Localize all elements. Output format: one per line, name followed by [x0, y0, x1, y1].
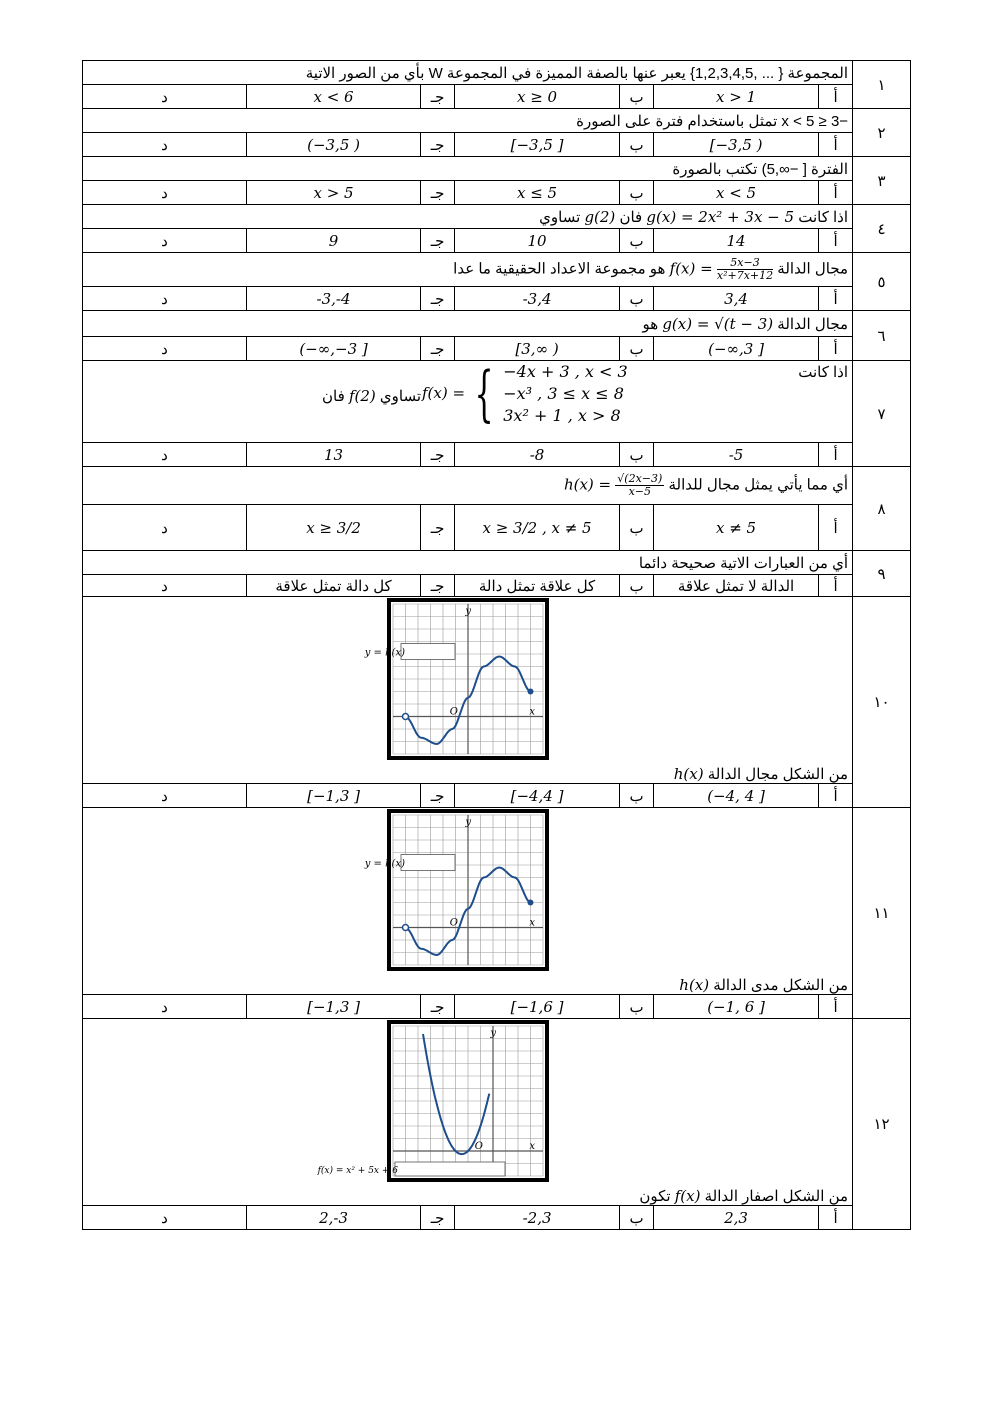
question-text — [83, 597, 853, 784]
question-statement — [87, 315, 848, 333]
fraction-numerator: 5x−3 — [717, 257, 773, 270]
question-number: ١٠ — [853, 597, 911, 808]
closed-endpoint — [527, 900, 533, 906]
option-letter-b: ب — [620, 505, 654, 551]
graph-container — [87, 808, 848, 976]
option-c[interactable] — [247, 1206, 421, 1230]
option-letter-a: أ — [819, 337, 853, 361]
formula-text: g(x) = 2x² + 3x − 5 — [646, 207, 795, 226]
question-statement: الفترة [ −∞,5) تكتب بالصورة — [672, 160, 849, 178]
question-row — [83, 253, 911, 287]
graph-figure — [364, 808, 550, 972]
options-row — [83, 229, 911, 253]
option-c[interactable] — [247, 85, 421, 109]
formula-text: h(x) = — [563, 475, 612, 494]
option-letter-c: جـ — [421, 575, 455, 597]
question-row — [83, 311, 911, 337]
option-a[interactable] — [654, 337, 819, 361]
option-letter-b: ب — [620, 575, 654, 597]
option-b[interactable] — [455, 575, 620, 597]
question-text — [83, 253, 853, 287]
graph-label: y = h(x) — [364, 647, 405, 659]
option-b[interactable] — [455, 1206, 620, 1230]
question-mid: فان — [619, 208, 643, 226]
formula — [670, 257, 773, 282]
option-letter-b: ب — [620, 443, 654, 467]
option-value: (−∞,3 ] — [708, 339, 764, 358]
option-letter-c: جـ — [421, 995, 455, 1019]
question-statement — [87, 257, 848, 282]
option-value: (−4, 4 ] — [707, 786, 765, 805]
question-statement — [87, 765, 848, 783]
question-number: ٦ — [853, 311, 911, 361]
piecewise-case: −x³ , 3 ≤ x ≤ 8 — [503, 384, 624, 403]
option-value: 10 — [527, 231, 547, 250]
option-value: x > 1 — [715, 87, 757, 106]
question-statement: أي من العبارات الاتية صحيحة دائما — [638, 554, 849, 572]
question-statement: المجموعة { ... ,1,2,3,4,5} يعبر عنها بالصفة المميزة في المجموعة W بأي من الصور الاتية — [305, 64, 849, 82]
option-b[interactable] — [455, 287, 620, 311]
origin-label: O — [474, 1141, 483, 1152]
option-letter-c: جـ — [421, 443, 455, 467]
question-mid: فان — [322, 388, 345, 405]
option-value: 9 — [328, 231, 339, 250]
question-statement — [87, 1187, 848, 1205]
option-letter-a: أ — [819, 1206, 853, 1230]
option-c[interactable] — [247, 505, 421, 551]
question-statement — [87, 473, 848, 498]
option-b[interactable] — [455, 229, 620, 253]
option-letter-d: د — [83, 505, 247, 551]
option-letter-a: أ — [819, 229, 853, 253]
option-a[interactable] — [654, 784, 819, 808]
question-text — [83, 467, 853, 505]
formula-text: f(x) = — [669, 259, 713, 278]
option-letter-a: أ — [819, 133, 853, 157]
option-a[interactable] — [654, 995, 819, 1019]
options-row — [83, 575, 911, 597]
question-text — [83, 205, 853, 229]
option-letter-a: أ — [819, 784, 853, 808]
fraction-denominator: x²+7x+12 — [716, 269, 774, 282]
y-axis-label: y — [464, 817, 471, 828]
option-value: [−3,5 ) — [709, 135, 763, 154]
options-row — [83, 1206, 911, 1230]
question-suffix: تكون — [639, 1188, 671, 1205]
option-value: x > 5 — [313, 183, 354, 202]
origin-label: O — [449, 917, 458, 929]
option-a[interactable] — [654, 443, 819, 467]
option-letter-a: أ — [819, 995, 853, 1019]
option-c[interactable] — [247, 784, 421, 808]
option-letter-b: ب — [620, 85, 654, 109]
question-prefix: من الشكل مدى الدالة — [713, 977, 849, 994]
brace-icon: { — [474, 359, 494, 429]
option-c[interactable] — [247, 229, 421, 253]
formula — [646, 208, 794, 226]
option-c[interactable] — [247, 287, 421, 311]
question-statement: −3 ≤ x < 5 تمثل باستخدام فترة على الصورة — [576, 112, 849, 130]
option-b[interactable] — [455, 995, 620, 1019]
origin-label: O — [449, 706, 458, 718]
option-letter-d: د — [83, 287, 247, 311]
question-prefix: أي مما يأتي يمثل مجال للدالة — [668, 476, 849, 494]
question-text — [83, 551, 853, 575]
option-c[interactable] — [247, 133, 421, 157]
option-a[interactable] — [654, 575, 819, 597]
function-name: h(x) — [673, 765, 704, 783]
option-letter-a: أ — [819, 443, 853, 467]
question-prefix: مجال الدالة — [777, 260, 849, 278]
worksheet — [82, 60, 910, 1227]
question-row — [83, 808, 911, 995]
option-letter-a: أ — [819, 575, 853, 597]
option-b[interactable] — [455, 337, 620, 361]
x-axis-label: x — [528, 1141, 535, 1152]
option-letter-d: د — [83, 85, 247, 109]
option-letter-d: د — [83, 133, 247, 157]
question-statement — [87, 208, 848, 226]
piecewise-case: 3x² + 1 , x > 8 — [503, 406, 621, 425]
option-a[interactable] — [654, 133, 819, 157]
graph-label-box — [401, 644, 455, 660]
option-value: x ≥ 0 — [516, 87, 558, 106]
option-value: كل دالة تمثل علاقة — [275, 577, 392, 595]
option-letter-b: ب — [620, 995, 654, 1019]
closed-endpoint — [527, 689, 533, 695]
option-a[interactable] — [654, 505, 819, 551]
graph-container — [87, 597, 848, 765]
graph-container — [87, 1019, 848, 1187]
question-number: ١١ — [853, 808, 911, 1019]
graph-label: f(x) = x² + 5x + 6 — [317, 1166, 398, 1176]
question-suffix: تساوي — [379, 388, 422, 405]
question-row — [83, 551, 911, 575]
question-number: ٨ — [853, 467, 911, 551]
question-number: ٥ — [853, 253, 911, 311]
option-value: (−1, 6 ] — [707, 997, 765, 1016]
option-letter-b: ب — [620, 337, 654, 361]
y-axis-label: y — [489, 1028, 496, 1039]
option-letter-d: د — [83, 1206, 247, 1230]
option-value: x ≤ 5 — [516, 183, 558, 202]
question-number: ٩ — [853, 551, 911, 597]
options-row — [83, 995, 911, 1019]
fraction — [615, 473, 664, 498]
question-suffix: هو — [642, 315, 659, 333]
formula — [662, 315, 773, 333]
question-text — [83, 157, 853, 181]
question-text — [83, 361, 853, 443]
option-value: [3,∞ ) — [515, 339, 559, 358]
question-tail — [322, 387, 421, 405]
piecewise-case: −4x + 3 , x < 3 — [503, 362, 628, 381]
question-number: ١ — [853, 61, 911, 109]
option-value: x ≥ 3/2 — [306, 518, 361, 537]
option-value: الدالة لا تمثل علاقة — [677, 577, 795, 595]
question-number: ٣ — [853, 157, 911, 205]
option-value: 13 — [324, 445, 344, 464]
option-letter-b: ب — [620, 1206, 654, 1230]
function-name: h(x) — [679, 976, 710, 994]
options-row — [83, 85, 911, 109]
function-value: g(2) — [584, 207, 616, 226]
option-letter-d: د — [83, 995, 247, 1019]
question-table — [82, 60, 911, 1230]
option-value: -3,-4 — [316, 289, 351, 308]
options-row — [83, 443, 911, 467]
option-letter-b: ب — [620, 287, 654, 311]
option-letter-d: د — [83, 443, 247, 467]
option-b[interactable] — [455, 133, 620, 157]
question-row — [83, 109, 911, 133]
option-value: 3,4 — [724, 289, 748, 308]
options-row — [83, 181, 911, 205]
question-text — [83, 1019, 853, 1206]
option-value: [−1,6 ] — [510, 997, 564, 1016]
option-a[interactable] — [654, 229, 819, 253]
question-rows — [83, 61, 911, 1230]
option-letter-c: جـ — [421, 229, 455, 253]
question-prefix: اذا كانت — [798, 364, 849, 381]
options-row — [83, 505, 911, 551]
question-text — [83, 109, 853, 133]
option-c[interactable] — [247, 337, 421, 361]
question-row — [83, 467, 911, 505]
piecewise-cases — [503, 361, 627, 427]
function-curve — [423, 1034, 489, 1154]
option-a[interactable] — [654, 181, 819, 205]
option-letter-b: ب — [620, 181, 654, 205]
question-statement — [87, 361, 848, 441]
question-row — [83, 205, 911, 229]
option-b[interactable] — [455, 443, 620, 467]
option-letter-b: ب — [620, 133, 654, 157]
formula — [564, 473, 664, 498]
option-letter-d: د — [83, 229, 247, 253]
option-letter-b: ب — [620, 784, 654, 808]
option-value: كل علاقة تمثل دالة — [478, 577, 596, 595]
option-b[interactable] — [455, 85, 620, 109]
question-row — [83, 361, 911, 443]
fraction — [717, 257, 773, 282]
option-value: [−4,4 ] — [510, 786, 564, 805]
option-letter-c: جـ — [421, 1206, 455, 1230]
question-text — [83, 808, 853, 995]
question-number: ٧ — [853, 361, 911, 467]
y-axis-label: y — [464, 606, 471, 617]
option-c[interactable] — [247, 181, 421, 205]
question-number: ٢ — [853, 109, 911, 157]
option-value: x < 6 — [313, 87, 354, 106]
option-letter-c: جـ — [421, 287, 455, 311]
options-row — [83, 133, 911, 157]
function-value: f(2) — [348, 387, 376, 405]
question-text — [83, 311, 853, 337]
option-value: -8 — [529, 445, 545, 464]
option-value: x ≠ 5 — [715, 518, 757, 537]
question-row — [83, 597, 911, 784]
option-letter-d: د — [83, 181, 247, 205]
graph-label-box — [401, 855, 455, 871]
option-value: (−3,5 ) — [307, 135, 360, 154]
option-letter-d: د — [83, 784, 247, 808]
option-letter-c: جـ — [421, 181, 455, 205]
option-value: -3,4 — [522, 289, 552, 308]
option-letter-d: د — [83, 337, 247, 361]
option-letter-a: أ — [819, 505, 853, 551]
question-suffix: هو مجموعة الاعداد الحقيقية ما عدا — [453, 260, 666, 278]
option-value: 14 — [726, 231, 746, 250]
x-axis-label: x — [528, 917, 535, 929]
option-b[interactable] — [455, 505, 620, 551]
question-text — [83, 61, 853, 85]
option-value: [−1,3 ] — [307, 997, 360, 1016]
option-a[interactable] — [654, 85, 819, 109]
question-row — [83, 157, 911, 181]
question-prefix: من الشكل مجال الدالة — [707, 766, 849, 783]
option-value: [−3,5 ] — [510, 135, 564, 154]
formula-text: g(x) = √(t − 3) — [662, 314, 774, 333]
option-value: 2,-3 — [319, 1208, 349, 1227]
option-letter-c: جـ — [421, 337, 455, 361]
option-a[interactable] — [654, 287, 819, 311]
option-letter-a: أ — [819, 181, 853, 205]
option-letter-a: أ — [819, 287, 853, 311]
options-row — [83, 784, 911, 808]
graph-figure — [364, 597, 550, 761]
question-row — [83, 61, 911, 85]
option-value: -5 — [728, 445, 744, 464]
option-value: (−∞,−3 ] — [299, 339, 368, 358]
question-suffix: تساوي — [539, 208, 581, 226]
question-row — [83, 1019, 911, 1206]
option-letter-c: جـ — [421, 505, 455, 551]
options-row — [83, 287, 911, 311]
option-value: [−1,3 ] — [307, 786, 360, 805]
option-letter-b: ب — [620, 229, 654, 253]
piecewise-formula — [422, 361, 628, 427]
option-c[interactable] — [247, 995, 421, 1019]
option-letter-c: جـ — [421, 784, 455, 808]
option-value: 2,3 — [724, 1208, 748, 1227]
options-row — [83, 337, 911, 361]
question-prefix: مجال الدالة — [777, 315, 849, 333]
question-statement — [87, 976, 848, 994]
fraction-numerator: √(2x−3) — [617, 472, 663, 485]
graph-figure — [317, 1019, 550, 1183]
option-letter-c: جـ — [421, 85, 455, 109]
graph-label: y = h(x) — [364, 858, 405, 870]
fraction-denominator: x−5 — [628, 485, 652, 498]
option-value: x < 5 — [715, 183, 757, 202]
function-name: f(x) — [674, 1187, 701, 1205]
x-axis-label: x — [528, 706, 535, 718]
option-b[interactable] — [455, 784, 620, 808]
function-name: f(x) = — [422, 383, 466, 402]
option-letter-a: أ — [819, 85, 853, 109]
question-prefix: اذا كانت — [798, 208, 849, 226]
option-a[interactable] — [654, 1206, 819, 1230]
option-value: x ≥ 3/2 , x ≠ 5 — [482, 518, 592, 537]
question-prefix: من الشكل اصفار الدالة — [704, 1188, 849, 1205]
question-number: ٤ — [853, 205, 911, 253]
option-b[interactable] — [455, 181, 620, 205]
open-endpoint — [402, 925, 408, 931]
option-value: -2,3 — [522, 1208, 552, 1227]
option-c[interactable] — [247, 575, 421, 597]
option-c[interactable] — [247, 443, 421, 467]
option-letter-d: د — [83, 575, 247, 597]
open-endpoint — [402, 714, 408, 720]
option-letter-c: جـ — [421, 133, 455, 157]
question-number: ١٢ — [853, 1019, 911, 1230]
graph-label-box — [395, 1162, 505, 1176]
